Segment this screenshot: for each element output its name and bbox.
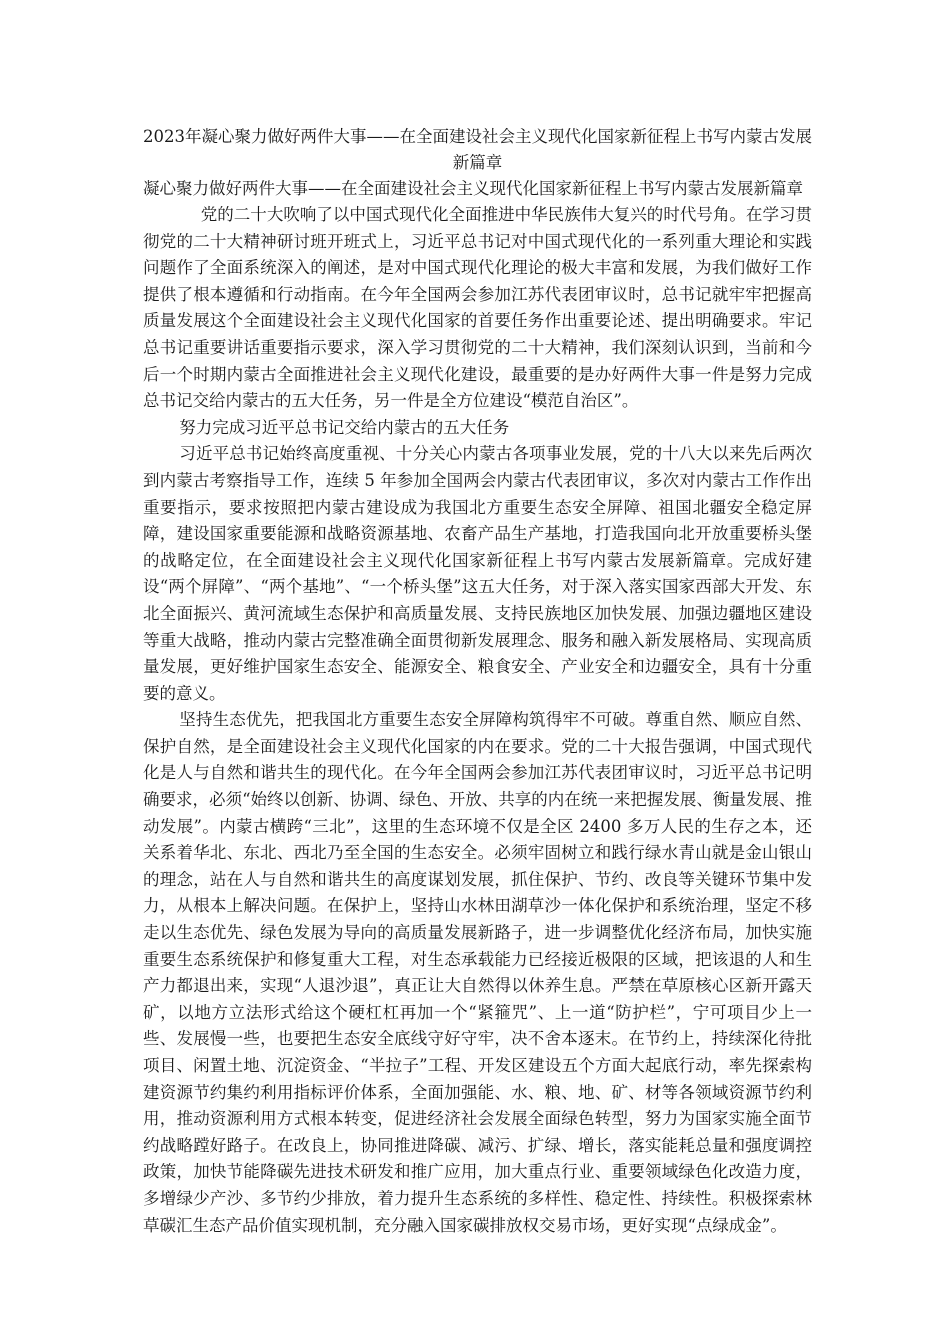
body-paragraph: 坚持生态优先，把我国北方重要生态安全屏障构筑得牢不可破。尊重自然、顺应自然、保护自然，是全面建设社会主义现代化国家的内在要求。党的二十大报告强调，中国式现代化是人与自然和谐共生的现代化。在今年全国两会参加江苏代表团审议时，习近平总书记明确要求，必须“始终以创新、协调、绿色、开放、共享的内在统一来把握发展、衡量发展、推动发展”。内蒙古横跨“三北”，这里的生态环境不仅是全区 2400 多万人民的生存之本，还关系着华北、东北、西北乃至全国的生态安全。必须牢固树立和践行绿水青山就是金山银山的理念，站在人与自然和谐共生的高度谋划发展，抓住保护、节约、改良等关键环节集中发力，从根本上解决问题。在保护上，坚持山水林田湖草沙一体化保护和系统治理，坚定不移走以生态优先、绿色发展为导向的高质量发展新路子，进一步调整优化经济布局，加快实施重要生态系统保护和修复重大工程，对生态承载能力已经接近极限的区域，把该退的人和生产力都退出来，实现“人退沙退”，真正让大自然得以休养生息。严禁在草原核心区新开露天矿，以地方立法形式给这个硬杠杠再加一个“紧箍咒”、上一道“防护栏”，宁可项目少上一些、发展慢一些，也要把生态安全底线守好守牢，决不舍本逐末。在节约上，持续深化待批项目、闲置土地、沉淀资金、“半拉子”工程、开发区建设五个方面大起底行动，率先探索构建资源节约集约利用指标评价体系，全面加强能、水、粮、地、矿、材等各领域资源节约利用，推动资源利用方式根本转变，促进经济社会发展全面绿色转型，努力为国家实施全面节约战略蹚好路子。在改良上，协同推进降碳、减污、扩绿、增长，落实能耗总量和强度调控政策，加快节能降碳先进技术研发和推广应用，加大重点行业、重要领域绿色化改造力度，多增绿少产沙、多节约少排放，着力提升生态系统的多样性、稳定性、持续性。积极探索林草碳汇生态产品价值实现机制，充分融入国家碳排放权交易市场，更好实现“点绿成金”。 — [143, 710, 812, 1235]
document-subtitle: 凝心聚力做好两件大事——在全面建设社会主义现代化国家新征程上书写内蒙古发展新篇章 — [143, 179, 803, 198]
document-body — [143, 124, 812, 1239]
body-paragraph: 习近平总书记始终高度重视、十分关心内蒙古各项事业发展，党的十八大以来先后两次到内蒙古考察指导工作，连续 5 年参加全国两会内蒙古代表团审议，多次对内蒙古工作作出重要指示，要求按照把内蒙古建设成为我国北方重要生态安全屏障、祖国北疆安全稳定屏障，建设国家重要能源和战略资源基地、农畜产品生产基地，打造我国向北开放重要桥头堡的战略定位，在全面建设社会主义现代化国家新征程上书写内蒙古发展新篇章。完成好建设“两个屏障”、“两个基地”、“一个桥头堡”这五大任务，对于深入落实国家西部大开发、东北全面振兴、黄河流域生态保护和高质量发展、支持民族地区加快发展、加强边疆地区建设等重大战略，推动内蒙古完整准确全面贯彻新发展理念、服务和融入新发展格局、实现高质量发展，更好维护国家生态安全、能源安全、粮食安全、产业安全和边疆安全，具有十分重要的意义。 — [143, 444, 812, 703]
intro-paragraph: 党的二十大吹响了以中国式现代化全面推进中华民族伟大复兴的时代号角。在学习贯彻党的二十大精神研讨班开班式上，习近平总书记对中国式现代化的一系列重大理论和实践问题作了全面系统深入的阐述，是对中国式现代化理论的极大丰富和发展，为我们做好工作提供了根本遵循和行动指南。在今年全国两会参加江苏代表团审议时，总书记就牢牢把握高质量发展这个全面建设社会主义现代化国家的首要任务作出重要论述、提出明确要求。牢记总书记重要讲话重要指示要求，深入学习贯彻党的二十大精神，我们深刻认识到，当前和今后一个时期内蒙古全面推进社会主义现代化建设，最重要的是办好两件大事一件是努力完成总书记交给内蒙古的五大任务，另一件是全方位建设“模范自治区”。 — [143, 205, 812, 411]
section-heading: 努力完成习近平总书记交给内蒙古的五大任务 — [179, 417, 510, 437]
document-title: 2023年凝心聚力做好两件大事——在全面建设社会主义现代化国家新征程上书写内蒙古发展新篇章 — [143, 127, 812, 172]
